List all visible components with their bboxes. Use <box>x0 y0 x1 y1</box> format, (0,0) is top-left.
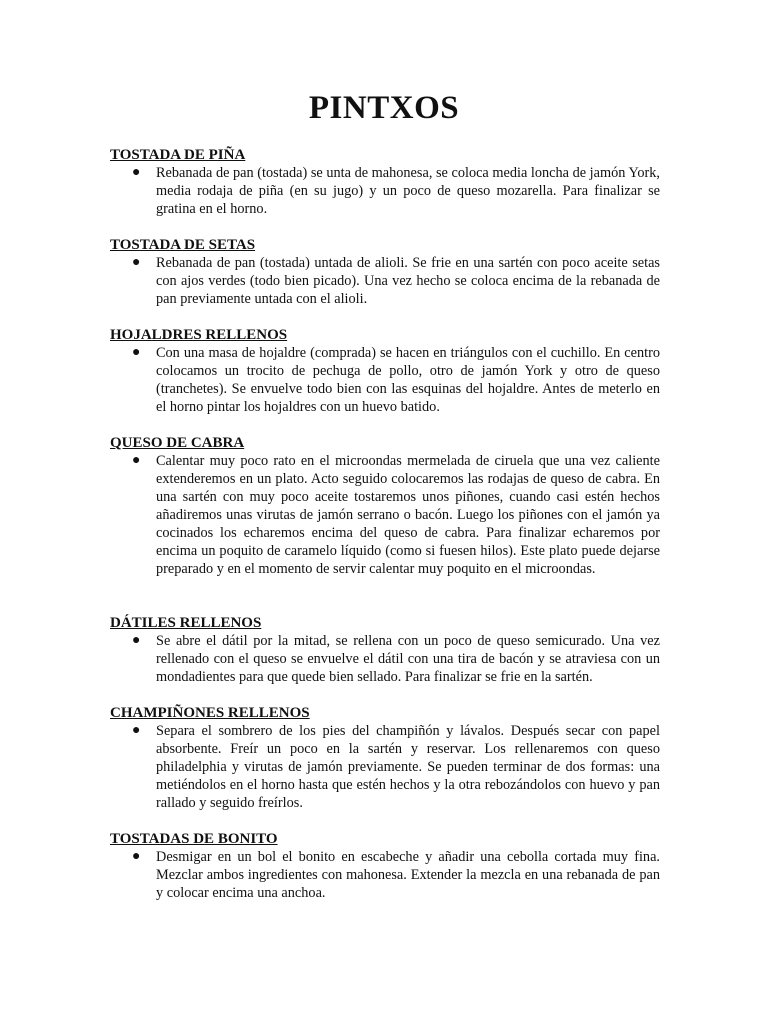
recipe-text: Con una masa de hojaldre (comprada) se hacen en triángulos con el cuchillo. En centro colocamos un trocito de pechuga de pollo, otro de jamón York y otro de queso (tranchetes). Se envuelve todo bien con las esquinas del hojaldre. Antes de meterlo en el horno pintar los hojaldres con un huevo batido. <box>156 345 660 415</box>
section-champinones-rellenos <box>110 704 660 812</box>
section-heading: TOSTADAS DE BONITO <box>110 831 278 847</box>
list-item <box>110 848 660 902</box>
recipe-text: Rebanada de pan (tostada) untada de alioli. Se frie en una sartén con poco aceite setas con ajos verdes (todo bien picado). Una vez hecho se coloca encima de la rebanada de pan previamente untada con el alioli. <box>156 255 660 307</box>
recipe-text: Calentar muy poco rato en el microondas mermelada de ciruela que una vez caliente extenderemos en un plato. Acto seguido colocaremos las rodajas de queso de cabra. En una sartén con muy poco aceite tostaremos unos piñones, cuando casi estén hechos añadiremos unas virutas de jamón serrano o bacón. Luego los piñones con el jamón ya cocinados los echaremos encima del queso de cabra. Para finalizar echaremos por encima un poquito de caramelo líquido (como si fuesen hilos). Este plato puede dejarse preparado y en el momento de servir calentar muy poquito en el microondas. <box>156 453 660 577</box>
bullet-icon: ● <box>132 255 141 270</box>
section-tostadas-de-bonito <box>110 830 660 902</box>
section-tostada-de-setas <box>110 236 660 308</box>
recipe-text: Se abre el dátil por la mitad, se rellena con un poco de queso semicurado. Una vez rellenado con el queso se envuelve el dátil con una tira de bacón y se atraviesa con un mondadientes para que quede bien sellado. Para finalizar se frie en la sartén. <box>156 633 660 685</box>
section-queso-de-cabra <box>110 434 660 578</box>
section-heading: TOSTADA DE SETAS <box>110 237 256 253</box>
list-item <box>110 254 660 308</box>
recipe-list <box>110 164 660 218</box>
recipe-list <box>110 452 660 578</box>
recipe-text: Rebanada de pan (tostada) se unta de mahonesa, se coloca media loncha de jamón York, media rodaja de piña (en su jugo) y un poco de queso mozarella. Para finalizar se gratina en el horno. <box>156 165 660 217</box>
recipe-list <box>110 632 660 686</box>
recipe-text: Desmigar en un bol el bonito en escabeche y añadir una cebolla cortada muy fina. Mezclar ambos ingredientes con mahonesa. Extender la mezcla en una rebanada de pan y colocar encima una anchoa. <box>156 849 660 901</box>
bullet-icon: ● <box>132 723 141 738</box>
recipe-text: Separa el sombrero de los pies del champiñón y lávalos. Después secar con papel absorbente. Freír un poco en la sartén y reservar. Los rellenaremos con queso philadelphia y virutas de jamón previamente. Se pueden terminar de dos formas: una metiéndolos en el horno hasta que estén hechos y la otra rebozándolos con huevo y pan rallado y seguido freírlos. <box>156 723 660 811</box>
section-tostada-de-pina <box>110 146 660 218</box>
bullet-icon: ● <box>132 633 141 648</box>
recipe-list <box>110 722 660 812</box>
bullet-icon: ● <box>132 345 141 360</box>
list-item <box>110 452 660 578</box>
section-heading: TOSTADA DE PIÑA <box>110 147 246 163</box>
bullet-icon: ● <box>132 453 141 468</box>
list-item <box>110 722 660 812</box>
recipe-list <box>110 254 660 308</box>
recipe-list <box>110 848 660 902</box>
section-hojaldres-rellenos <box>110 326 660 416</box>
bullet-icon: ● <box>132 849 141 864</box>
section-heading: CHAMPIÑONES RELLENOS <box>110 705 310 721</box>
page-title: PINTXOS <box>308 90 460 126</box>
list-item <box>110 344 660 416</box>
bullet-icon: ● <box>132 165 141 180</box>
recipe-list <box>110 344 660 416</box>
section-heading: HOJALDRES RELLENOS <box>110 327 288 343</box>
list-item <box>110 164 660 218</box>
list-item <box>110 632 660 686</box>
section-heading: QUESO DE CABRA <box>110 435 245 451</box>
section-datiles-rellenos <box>110 614 660 686</box>
section-heading: DÁTILES RELLENOS <box>110 615 262 631</box>
